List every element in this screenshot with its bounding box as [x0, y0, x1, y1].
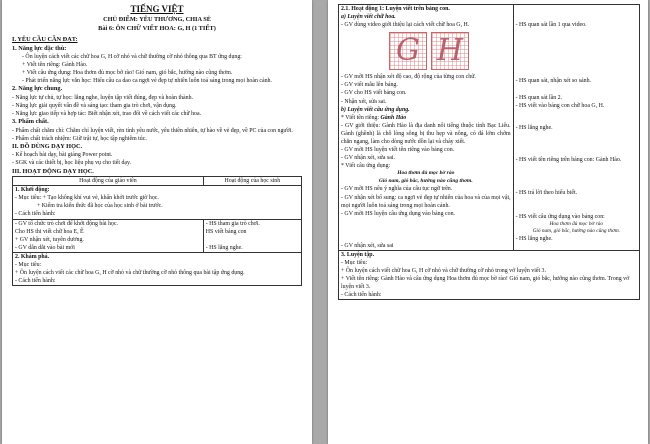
teacher-line: - Nhận xét, sửa sai. [341, 98, 387, 105]
spacer [516, 132, 637, 156]
teacher-cell [13, 219, 204, 252]
teacher-line: - GV cho HS viết bảng con. [341, 90, 407, 97]
spacer [516, 110, 637, 124]
activities-table [12, 176, 302, 286]
equipment-line: - SGK và các thiết bị, học liệu phụ vụ cho tiết dạy. [12, 160, 132, 167]
activity1-sub-a: a) Luyện viết chữ hoa. [341, 14, 396, 21]
practice-line: - Mục tiêu: [341, 259, 368, 266]
section2-heading: 2. Năng lực chung. [12, 85, 63, 93]
teacher-line: - GV nhận xét, sửa sai. [341, 155, 395, 162]
sentence-line-1: Hoa thơm đủ mọc bờ rào [397, 170, 455, 177]
table-row [339, 250, 640, 300]
letter-g-sample [389, 32, 427, 70]
student-sentence-1: Hoa thơm đủ mọc bờ rào [549, 220, 604, 227]
teacher-line: - GV viết mẫu lên bảng. [341, 82, 398, 89]
name-label-line [341, 114, 511, 122]
explore-cell [13, 252, 302, 285]
teacher-line: - GV nhận xét bổ sung: ca ngợi vẻ đẹp tự nhiên của hoa và của mọi vật, mọi người luôn toả sáng trong mọi hoàn cảnh. [341, 194, 511, 209]
teacher-line: - GV mời HS luyện câu ứng dụng vào bảng con. [341, 210, 456, 217]
teacher-line: - GV mời HS nêu ý nghĩa của câu tục ngữ trên. [341, 186, 453, 193]
student-line: - HS lắng nghe. [515, 235, 553, 242]
warmup-line: + Kiểm tra kiến thức đã học của học sinh ở bài trước. [37, 203, 163, 210]
student-sentence-2: Gió nam, gió bắc, hướng nào cũng thơm. [532, 227, 620, 234]
document-page-left [2, 0, 312, 444]
equipment-heading: II. ĐỒ DÙNG DẠY HỌC. [12, 142, 83, 150]
teacher-line: - GV dẫn dắt vào bài mới [15, 244, 75, 251]
activity1-table [338, 4, 640, 300]
practice-line: + Viết tên riêng: Gành Hào và câu ứng dụng Hoa thơm đủ mọc bờ rào! Gió nam, gió bắc, hướng nào cũng thơm. Trong vở luyện viết 3. [341, 276, 630, 291]
student-line: - HS tham gia trò chơi. [205, 220, 260, 227]
table-row [13, 219, 302, 252]
table-row [13, 186, 302, 219]
document-page-right [328, 0, 648, 444]
section1-line: - Ôn luyện cách viết các chữ hoa G, H cỡ nhỏ và chữ thường cỡ nhỏ thông qua BT ứng dụng: [22, 54, 242, 60]
section3-line: - Phẩm chất chăm chỉ: Chăm chỉ luyện viết, rèn tính yêu nước, yêu thiên nhiên, tự hào về vẻ đẹp, về PC của con người. [12, 127, 293, 134]
warmup-title: 1. Khởi động: [15, 187, 50, 194]
sentence-label: * Viết câu ứng dụng: [341, 163, 391, 170]
theme-title: CHỦ ĐIỂM: YÊU THƯƠNG, CHIA SẺ [103, 16, 211, 23]
letter-h-sample [431, 32, 469, 70]
section2-line: - Năng lực giải quyết vấn đề và sáng tạo: tham gia trò chơi, vận dụng. [12, 102, 177, 109]
explore-line: + Ôn luyện cách viết các chữ hoa G, H cỡ nhỏ và chữ thường cỡ nhỏ thông qua bài tập ứng dụng. [15, 270, 245, 277]
spacer [516, 85, 637, 94]
section3-heading: 3. Phẩm chất. [12, 118, 49, 126]
table-row [339, 5, 640, 251]
letter-h: H [436, 33, 464, 69]
practice-line: + Ôn luyện cách viết chữ hoa G, H cỡ nhỏ và chữ thường cỡ nhỏ trong vở luyện viết 3. [341, 268, 546, 275]
spacer [341, 218, 511, 242]
practice-line: - Cách tiến hành: [341, 292, 382, 299]
section1-line: + Viết câu ứng dụng: Hoa thơm đủ mọc bờ rào! Gió nam, gió bắc, hướng nào cũng thơm. [22, 70, 233, 77]
teacher-line: - GV giới thiệu: Gành Hào là địa danh nổi tiếng thuộc tỉnh Bạc Liêu. Gành (ghềnh) là chỗ lòng sông bị thu hẹp và nông, có đá lởm chởm chắn ngang, làm cho dòng nước dồn lại và chảy xiết. [341, 122, 511, 146]
requirements-heading: I. YÊU CẦU CẦN ĐẠT: [12, 36, 78, 43]
activities-heading: III. HOẠT ĐỘNG DẠY HỌC. [12, 167, 94, 175]
student-cell [203, 219, 301, 252]
student-cell [513, 5, 639, 251]
practice-cell [339, 250, 640, 300]
column-header-teacher: Hoạt động của giáo viên [13, 177, 204, 186]
letter-samples [389, 32, 469, 70]
teacher-line: - GV mời HS luyện viết tên riêng vào bảng con. [341, 147, 455, 154]
teacher-cell [339, 5, 514, 251]
spacer [516, 29, 637, 77]
name-label: * Viết tên riêng: [341, 114, 379, 121]
student-line: - HS viết câu ứng dụng vào bảng con: [515, 213, 605, 220]
spacer [206, 236, 299, 244]
student-line: - HS quan sát, nhận xét so sánh. [515, 78, 592, 85]
section1-heading: 1. Năng lực đặc thù: [12, 44, 67, 52]
spacer [516, 197, 637, 213]
student-line: - HS quan sát lần 1 qua video. [515, 22, 587, 28]
letter-g: G [396, 33, 420, 69]
section2-line: - Năng lực tự chủ, tự học: lắng nghe, luyện tập viết đúng, đẹp và hoàn thành. [12, 94, 194, 101]
section2-line: - Năng lực giao tiếp và hợp tác: Biết nhận xét, trao đổi về cách viết các chữ hoa. [12, 111, 202, 118]
student-line: - HS viết tên riêng trên bảng con: Gành Hào. [515, 157, 622, 164]
activity1-title: 2.1. Hoạt động 1: Luyện viết trên bảng con. [341, 6, 450, 12]
explore-line: - Mục tiêu: [15, 261, 42, 268]
column-header-student: Hoạt động của học sinh [203, 177, 301, 186]
explore-line: - Cách tiến hành: [15, 278, 56, 285]
subject-title: TIẾNG VIỆT [130, 4, 184, 14]
warmup-line: - Cách tiến hành: [15, 211, 56, 218]
student-line: HS viết bảng con [205, 228, 247, 235]
table-row [13, 252, 302, 285]
student-line: - HS quan sát lần 2. [515, 95, 563, 102]
sentence-line-2: Gió nam, gió bắc, hướng nào cũng thơm. [378, 177, 473, 184]
student-line: - HS trả lời theo hiểu biết. [515, 189, 578, 196]
section3-line: - Phẩm chất trách nhiệm: Giữ trật tự, học tập nghiêm túc. [12, 135, 147, 142]
student-line: - HS viết vào bảng con chữ hoa G, H. [515, 103, 605, 110]
teacher-line: - GV nhận xét, sửa sai [341, 242, 394, 249]
equipment-line: - Kế hoạch bài dạy, bài giảng Power point. [12, 152, 113, 159]
warmup-line: - Mục tiêu: + Tạo không khí vui vẻ, khấn khởi trước giờ học. [15, 195, 159, 202]
teacher-line: + GV nhận xét, tuyên dương. [15, 236, 84, 243]
student-line: - HS lắng nghe. [205, 244, 243, 251]
teacher-line: Cho HS thi viết chữ hoa E, Ê [15, 228, 84, 235]
table-header-row [13, 177, 302, 186]
student-line: - HS lắng nghe. [515, 125, 553, 132]
teacher-line: - GV dùng video giới thiệu lại cách viết chữ hoa G, H. [341, 22, 470, 29]
section1-line: + Viết tên riêng: Gành Hào. [22, 62, 88, 69]
spacer [516, 165, 637, 189]
practice-title: 3. Luyện tập. [341, 251, 375, 258]
spacer [516, 5, 637, 21]
lesson-title: Bài 6: ÔN CHỮ VIẾT HOA: G, H (1 TIẾT) [98, 25, 216, 32]
teacher-line: - GV tổ chức trò chơi để khởi động bài học. [15, 220, 119, 227]
teacher-line: - GV mời HS nhận xét độ cao, độ rộng của từng con chữ. [341, 74, 476, 81]
activity1-sub-b: b) Luyện viết câu ứng dụng. [341, 106, 410, 113]
explore-title: 2. Khám phá. [15, 253, 50, 260]
warmup-cell [13, 186, 302, 219]
section1-line: - Phát triển năng lực văn học: Hiểu câu ca dao ca ngợi vẻ đẹp tự nhiên luôn toả sáng trong mọi hoàn cảnh. [22, 78, 272, 85]
proper-name: Gành Hào [380, 114, 407, 121]
